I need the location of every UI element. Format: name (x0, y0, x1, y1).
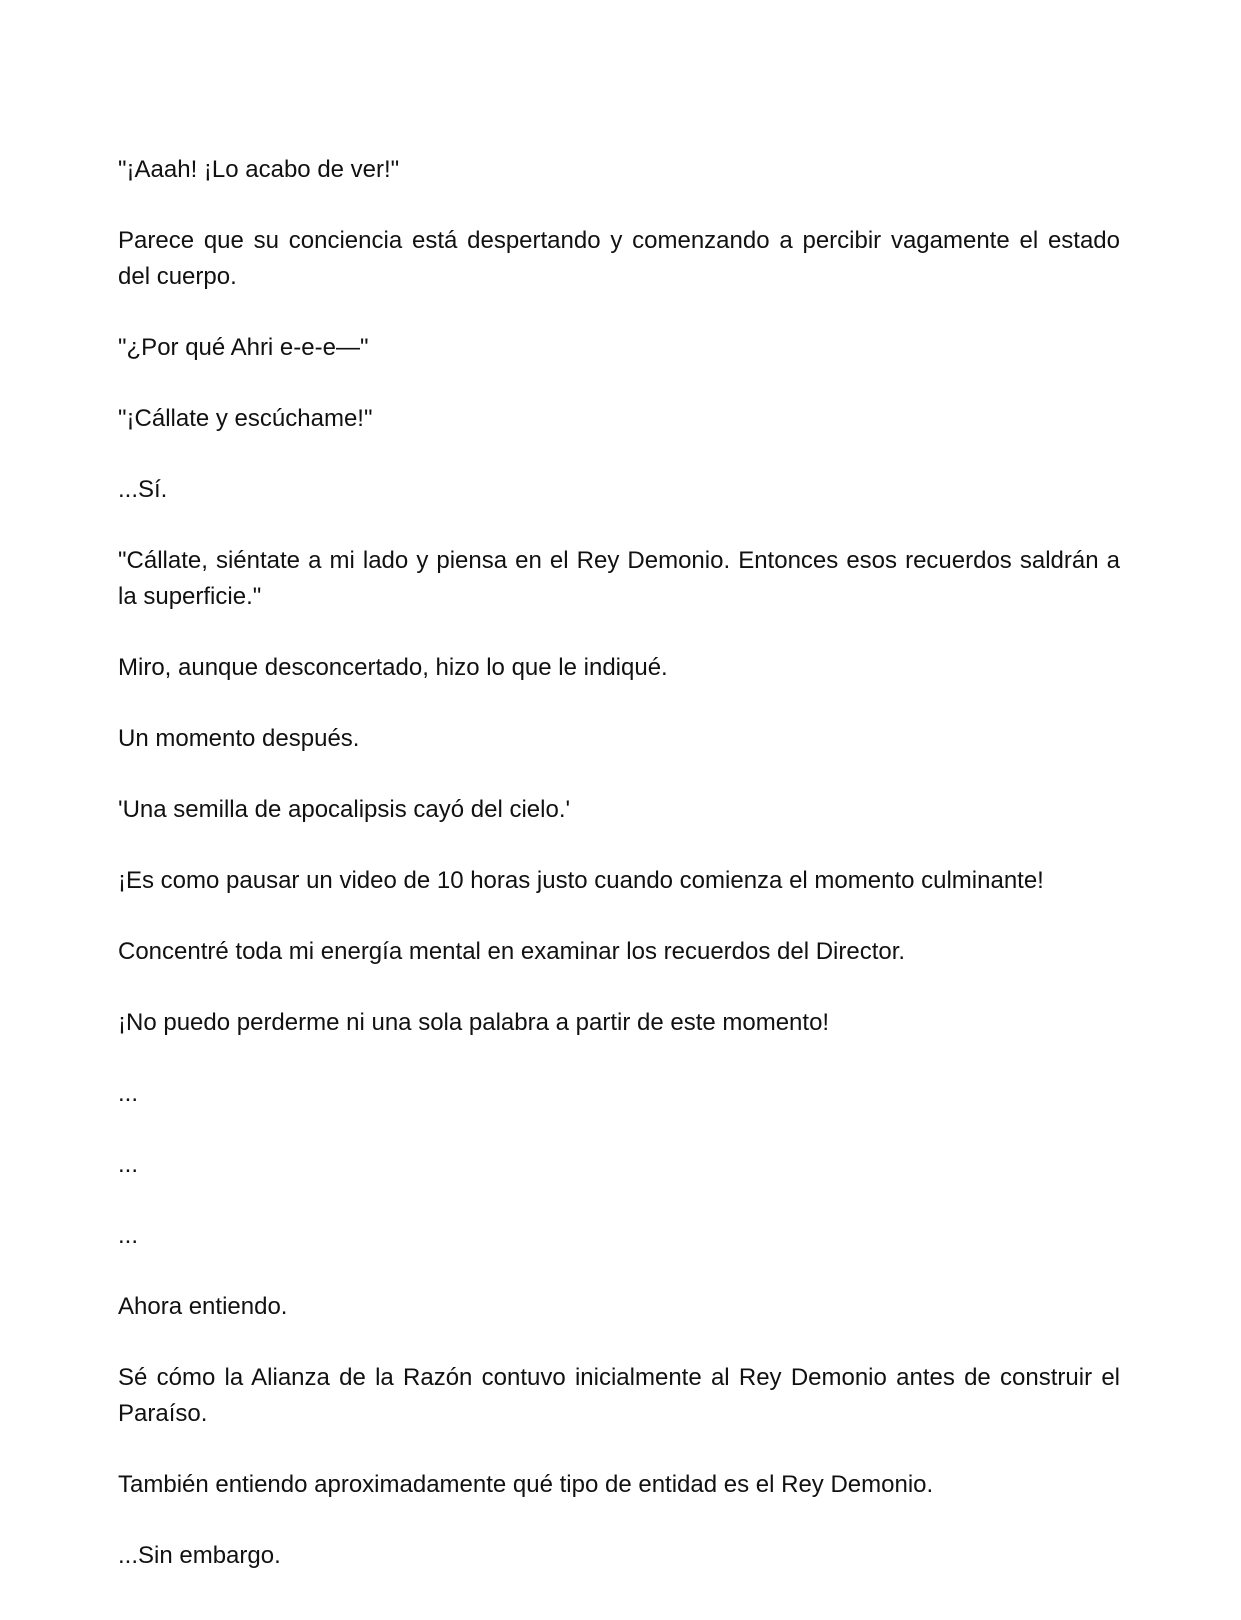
paragraph: Concentré toda mi energía mental en examinar los recuerdos del Director. (118, 938, 906, 965)
paragraph: ...Sí. (118, 476, 168, 503)
paragraph: Miro, aunque desconcertado, hizo lo que le indiqué. (118, 654, 668, 681)
ellipsis-line: ... (118, 1080, 139, 1107)
paragraph: "Cállate, siéntate a mi lado y piensa en el Rey Demonio. Entonces esos recuerdos saldrán a la superficie." (118, 547, 1120, 610)
paragraph: "¡Cállate y escúchame!" (118, 405, 373, 432)
paragraph: Ahora entiendo. (118, 1293, 288, 1320)
paragraph: "¡Aaah! ¡Lo acabo de ver!" (118, 156, 400, 183)
paragraph: "¿Por qué Ahri e-e-e—" (118, 334, 369, 361)
paragraph: Un momento después. (118, 725, 360, 752)
paragraph: 'Una semilla de apocalipsis cayó del cielo.' (118, 796, 571, 823)
paragraph: Sé cómo la Alianza de la Razón contuvo inicialmente al Rey Demonio antes de construir el Paraíso. (118, 1364, 1120, 1427)
paragraph: ¡Es como pausar un video de 10 horas justo cuando comienza el momento culminante! (118, 867, 1044, 894)
paragraph: ¡No puedo perderme ni una sola palabra a partir de este momento! (118, 1009, 830, 1036)
paragraph: También entiendo aproximadamente qué tipo de entidad es el Rey Demonio. (118, 1471, 934, 1498)
paragraph: ...Sin embargo. (118, 1542, 281, 1569)
document-body (118, 152, 1120, 1609)
paragraph: Parece que su conciencia está despertando y comenzando a percibir vagamente el estado del cuerpo. (118, 227, 1120, 290)
ellipsis-line: ... (118, 1222, 139, 1249)
ellipsis-line: ... (118, 1151, 139, 1178)
